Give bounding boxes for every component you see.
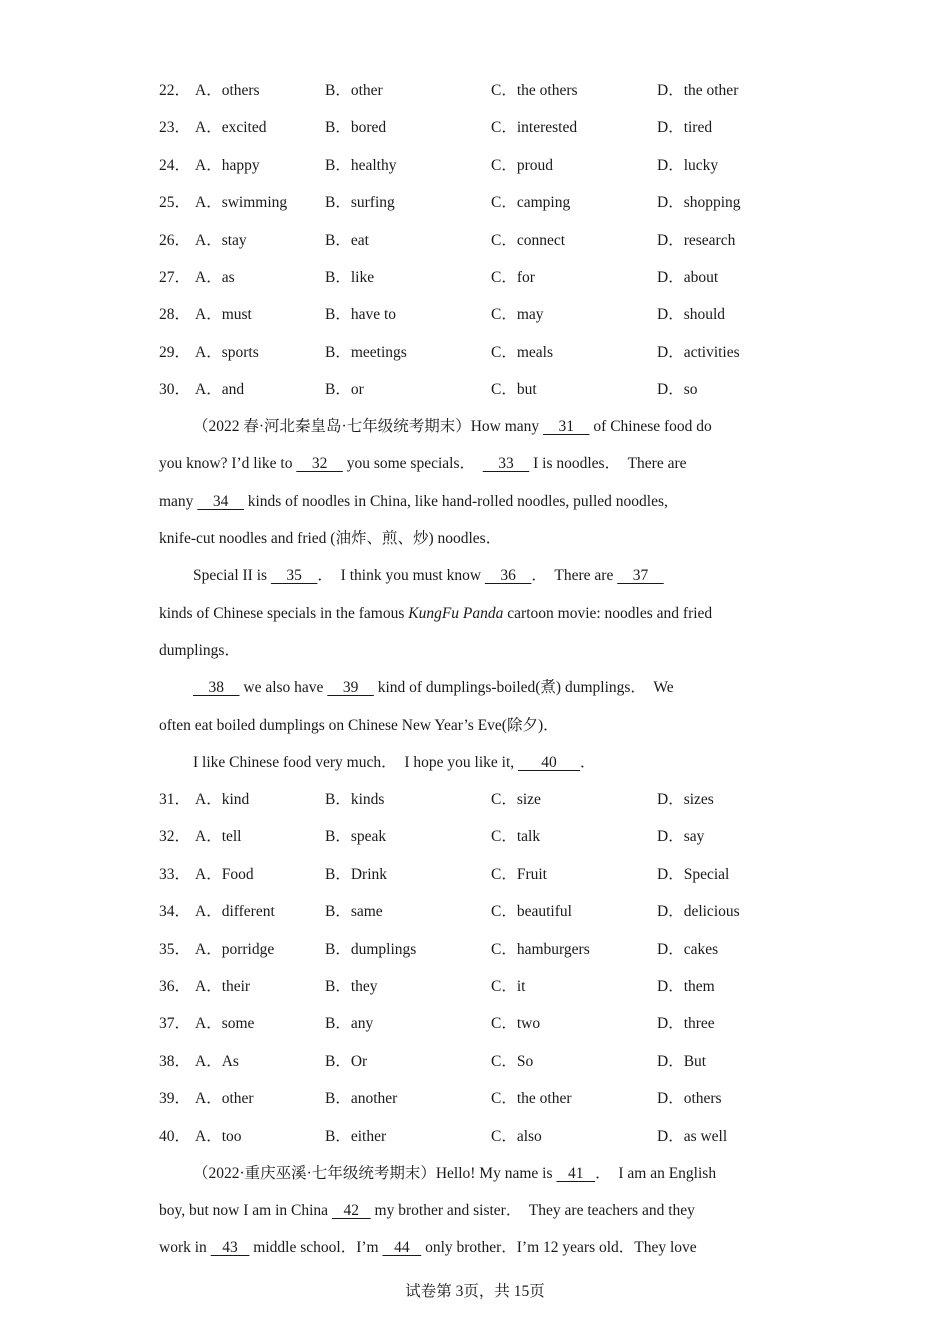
- question-row: [159, 230, 799, 252]
- passage2-line-3: work in 43 middle school．I’m 44 only brother．I’m 12 years old．They love: [159, 1239, 697, 1256]
- option-c[interactable]: C．talk: [491, 828, 541, 846]
- question-row: [159, 1088, 799, 1110]
- question-number: 27．: [159, 269, 191, 286]
- option-d[interactable]: D．cakes: [657, 940, 719, 958]
- option-b[interactable]: B．like: [325, 269, 375, 286]
- option-a[interactable]: A．as: [195, 269, 235, 286]
- option-a[interactable]: A．kind: [195, 791, 250, 808]
- question-row: [159, 304, 799, 326]
- question-number: 33．: [159, 865, 191, 883]
- question-number: 26．: [159, 231, 191, 249]
- question-number: 28．: [159, 306, 191, 324]
- question-row: [159, 1051, 799, 1073]
- option-d[interactable]: D．them: [657, 978, 715, 995]
- option-c[interactable]: C．for: [491, 269, 535, 286]
- question-row: [159, 826, 799, 848]
- question-number: 29．: [159, 343, 191, 361]
- blank-35[interactable]: 35: [270, 567, 318, 584]
- question-number: 36．: [159, 978, 191, 995]
- option-b[interactable]: B．same: [325, 903, 383, 921]
- blank-44[interactable]: 44: [382, 1239, 422, 1256]
- option-a[interactable]: A．stay: [195, 231, 247, 249]
- option-d[interactable]: D．But: [657, 1052, 707, 1070]
- option-a[interactable]: A．too: [195, 1127, 242, 1145]
- blank-38[interactable]: 38: [193, 679, 240, 696]
- option-a[interactable]: A．porridge: [195, 940, 275, 958]
- blank-37[interactable]: 37: [617, 567, 664, 584]
- option-c[interactable]: C．interested: [491, 119, 578, 137]
- option-b[interactable]: B．speak: [325, 828, 387, 846]
- option-d[interactable]: D．activities: [657, 343, 740, 361]
- passage1-line-8: 38 we also have 39 kind of dumplings-boiled(煮) dumplings． We: [193, 679, 674, 696]
- option-d[interactable]: D．sizes: [657, 791, 714, 808]
- blank-32[interactable]: 32: [296, 455, 343, 472]
- option-c[interactable]: C．proud: [491, 156, 554, 174]
- question-row: [159, 1126, 799, 1148]
- option-b[interactable]: B．kinds: [325, 791, 385, 808]
- question-row: [159, 192, 799, 214]
- option-a[interactable]: A．their: [195, 978, 251, 995]
- option-c[interactable]: C．camping: [491, 194, 571, 212]
- option-c[interactable]: C．So: [491, 1052, 534, 1070]
- option-b[interactable]: B．meetings: [325, 343, 407, 361]
- passage1-line-9: often eat boiled dumplings on Chinese New Year’s Eve(除夕)．: [159, 717, 559, 734]
- option-a[interactable]: A．some: [195, 1015, 255, 1033]
- option-a[interactable]: A．As: [195, 1052, 239, 1070]
- passage1-line-3: many 34 kinds of noodles in China, like hand-rolled noodles, pulled noodles,: [159, 493, 668, 510]
- option-d[interactable]: D．research: [657, 231, 736, 249]
- option-d[interactable]: D．say: [657, 828, 705, 846]
- option-b[interactable]: B．any: [325, 1015, 374, 1033]
- option-c[interactable]: C．the other: [491, 1090, 572, 1108]
- blank-34[interactable]: 34: [197, 493, 244, 510]
- question-number: 24．: [159, 156, 191, 174]
- option-b[interactable]: B．other: [325, 82, 383, 99]
- blank-31[interactable]: 31: [543, 418, 590, 435]
- option-d[interactable]: D．others: [657, 1090, 722, 1108]
- blank-42[interactable]: 42: [331, 1202, 371, 1219]
- option-a[interactable]: A．happy: [195, 156, 260, 174]
- option-b[interactable]: B．have to: [325, 306, 397, 324]
- option-d[interactable]: D．should: [657, 306, 726, 324]
- option-b[interactable]: B．Or: [325, 1052, 368, 1070]
- option-c[interactable]: C．meals: [491, 343, 553, 361]
- option-a[interactable]: A．different: [195, 903, 275, 921]
- question-row: [159, 117, 799, 139]
- question-number: 25．: [159, 194, 191, 212]
- option-c[interactable]: C．the others: [491, 82, 578, 99]
- option-c[interactable]: C．Fruit: [491, 865, 547, 883]
- option-b[interactable]: B．another: [325, 1090, 398, 1108]
- question-number: 31．: [159, 791, 191, 808]
- question-number: 39．: [159, 1090, 191, 1108]
- question-row: [159, 342, 799, 364]
- passage1-line-4: knife-cut noodles and fried (油炸、煎、炒) noodles．: [159, 530, 502, 547]
- question-row: [159, 976, 799, 998]
- option-b[interactable]: B．surfing: [325, 194, 395, 212]
- question-number: 22．: [159, 82, 191, 99]
- option-b[interactable]: B．healthy: [325, 156, 397, 174]
- blank-40[interactable]: 40: [518, 754, 581, 771]
- option-b[interactable]: B．either: [325, 1127, 387, 1145]
- option-c[interactable]: C．beautiful: [491, 903, 572, 921]
- option-a[interactable]: A．Food: [195, 865, 254, 883]
- option-d[interactable]: D．so: [657, 381, 698, 399]
- question-number: 37．: [159, 1015, 191, 1033]
- option-d[interactable]: D．as well: [657, 1127, 728, 1145]
- question-number: 23．: [159, 119, 191, 137]
- option-a[interactable]: A．other: [195, 1090, 254, 1108]
- passage1-line-7: dumplings．: [159, 642, 240, 659]
- option-a[interactable]: A．tell: [195, 828, 242, 846]
- page-footer: 试卷第 3页，共 15页: [405, 1283, 545, 1300]
- option-d[interactable]: D．Special: [657, 865, 730, 883]
- option-a[interactable]: A．and: [195, 381, 245, 399]
- blank-41[interactable]: 41: [556, 1165, 596, 1182]
- option-c[interactable]: C．connect: [491, 231, 566, 249]
- movie-title: KungFu Panda: [408, 605, 504, 622]
- option-d[interactable]: D．delicious: [657, 903, 740, 921]
- question-number: 40．: [159, 1127, 191, 1145]
- passage1-line-2: you know? I’d like to 32 you some specials． 33 I is noodles． There are: [159, 455, 687, 472]
- option-c[interactable]: C．two: [491, 1015, 541, 1033]
- blank-33[interactable]: 33: [482, 455, 530, 472]
- option-a[interactable]: A．must: [195, 306, 252, 324]
- passage2-line-1: （2022·重庆巫溪·七年级统考期末）Hello! My name is 41 ． I am an English: [193, 1165, 717, 1182]
- option-d[interactable]: D．about: [657, 269, 719, 286]
- option-b[interactable]: B．dumplings: [325, 940, 417, 958]
- option-a[interactable]: A．excited: [195, 119, 267, 137]
- question-row: [159, 379, 799, 401]
- option-c[interactable]: C．may: [491, 306, 544, 324]
- question-row: [159, 901, 799, 923]
- question-number: 30．: [159, 381, 191, 399]
- question-number: 38．: [159, 1052, 191, 1070]
- question-number: 34．: [159, 903, 191, 921]
- question-number: 35．: [159, 940, 191, 958]
- option-b[interactable]: B．Drink: [325, 865, 388, 883]
- option-b[interactable]: B．or: [325, 381, 364, 399]
- question-row: [159, 1013, 799, 1035]
- option-a[interactable]: A．swimming: [195, 194, 288, 212]
- option-c[interactable]: C．size: [491, 791, 541, 808]
- question-row: [159, 267, 799, 289]
- option-d[interactable]: D．lucky: [657, 156, 719, 174]
- question-row: [159, 789, 799, 811]
- option-c[interactable]: C．hamburgers: [491, 940, 590, 958]
- option-b[interactable]: B．they: [325, 978, 378, 995]
- blank-43[interactable]: 43: [210, 1239, 250, 1256]
- question-number: 32．: [159, 828, 191, 846]
- option-a[interactable]: A．others: [195, 82, 260, 99]
- option-a[interactable]: A．sports: [195, 343, 259, 361]
- blank-36[interactable]: 36: [484, 567, 532, 584]
- blank-39[interactable]: 39: [327, 679, 374, 696]
- passage1-line-5: Special II is 35 ． I think you must know 36 ． There are 37: [193, 567, 664, 584]
- option-b[interactable]: B．bored: [325, 119, 387, 137]
- passage1-line-1: （2022 春·河北秦皇岛·七年级统考期末）How many 31 of Chinese food do: [193, 418, 712, 435]
- passage1-line-6: kinds of Chinese specials in the famous KungFu Panda cartoon movie: noodles and fried: [159, 605, 713, 622]
- option-c[interactable]: C．it: [491, 978, 526, 995]
- question-row: [159, 939, 799, 961]
- passage1-line-10: I like Chinese food very much． I hope you like it, 40 ．: [193, 754, 596, 771]
- passage2-line-2: boy, but now I am in China 42 my brother and sister． They are teachers and they: [159, 1202, 695, 1219]
- question-row: [159, 155, 799, 177]
- option-d[interactable]: D．the other: [657, 82, 739, 99]
- question-row: [159, 864, 799, 886]
- option-d[interactable]: D．shopping: [657, 194, 741, 212]
- option-c[interactable]: C．also: [491, 1127, 542, 1145]
- option-c[interactable]: C．but: [491, 381, 537, 399]
- option-b[interactable]: B．eat: [325, 231, 369, 249]
- option-d[interactable]: D．three: [657, 1015, 715, 1033]
- option-d[interactable]: D．tired: [657, 119, 713, 137]
- question-row: [159, 80, 799, 102]
